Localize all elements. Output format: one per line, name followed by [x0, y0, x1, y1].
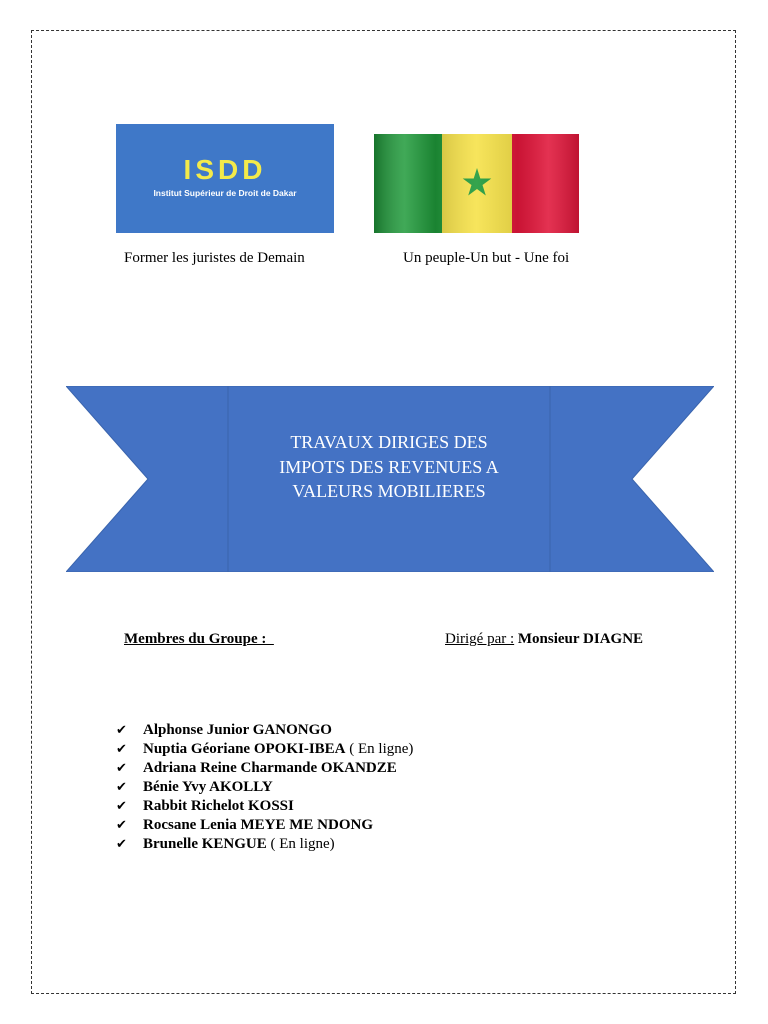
- checkmark-icon: ✔: [116, 837, 127, 852]
- member-name: Rocsane Lenia MEYE ME NDONG: [143, 817, 373, 833]
- ribbon-right-tail: [550, 386, 714, 572]
- senegal-flag: [374, 134, 579, 233]
- list-item: [116, 797, 413, 816]
- member-name: Alphonse Junior GANONGO: [143, 722, 332, 738]
- list-item: [116, 740, 413, 759]
- member-name: Bénie Yvy AKOLLY: [143, 779, 273, 795]
- national-motto: Un peuple-Un but - Une foi: [403, 250, 570, 266]
- checkmark-icon: ✔: [116, 780, 127, 795]
- isdd-logo: [116, 124, 334, 233]
- member-name: Rabbit Richelot KOSSI: [143, 798, 294, 814]
- checkmark-icon: ✔: [116, 742, 127, 757]
- list-item: [116, 835, 413, 854]
- checkmark-icon: ✔: [116, 761, 127, 776]
- checkmark-icon: ✔: [116, 818, 127, 833]
- school-motto: Former les juristes de Demain: [124, 250, 305, 266]
- member-name: Brunelle KENGUE: [143, 836, 267, 852]
- ribbon-left-tail: [66, 386, 228, 572]
- list-item: [116, 721, 413, 740]
- member-name: Nuptia Géoriane OPOKI-IBEA: [143, 741, 346, 757]
- logo-subtitle: Institut Supérieur de Droit de Dakar: [153, 188, 297, 198]
- members-heading: Membres du Groupe :: [124, 631, 274, 647]
- director-name: Monsieur DIAGNE: [517, 631, 644, 647]
- list-item: [116, 778, 413, 797]
- document-title: TRAVAUX DIRIGES DES IMPOTS DES REVENUES A VALEURS MOBILIERES: [279, 432, 499, 501]
- checkmark-icon: ✔: [116, 799, 127, 814]
- list-item: [116, 816, 413, 835]
- director-line: [445, 631, 643, 648]
- list-item: [116, 759, 413, 778]
- director-label: Dirigé par :: [445, 631, 515, 647]
- members-list: [116, 721, 413, 854]
- member-name: Adriana Reine Charmande OKANDZE: [143, 760, 397, 776]
- member-note: ( En ligne): [270, 836, 335, 852]
- member-note: ( En ligne): [349, 741, 414, 757]
- logo-wordmark: ISDD: [183, 154, 267, 185]
- checkmark-icon: ✔: [116, 723, 127, 738]
